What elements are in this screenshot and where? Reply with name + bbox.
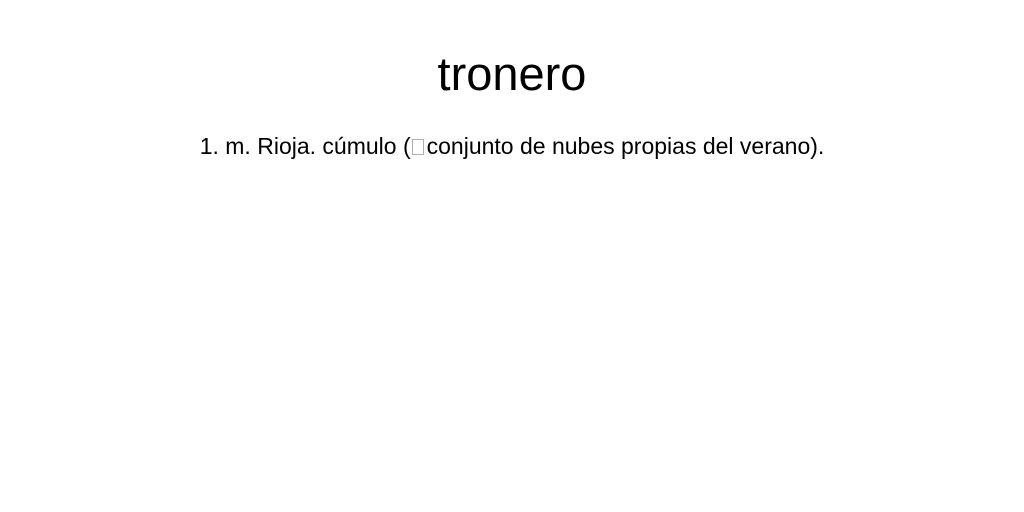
headword: tronero [437, 47, 587, 100]
gloss-text: conjunto de nubes propias del verano). [426, 133, 825, 159]
missing-glyph-box-icon [412, 139, 424, 155]
grammar-label: m. [225, 133, 251, 159]
definition-line [0, 131, 1024, 161]
region-label: Rioja. [257, 133, 317, 159]
sense-number: 1. [199, 133, 219, 159]
synonym-term: cúmulo [322, 133, 397, 159]
open-paren: ( [402, 133, 411, 159]
